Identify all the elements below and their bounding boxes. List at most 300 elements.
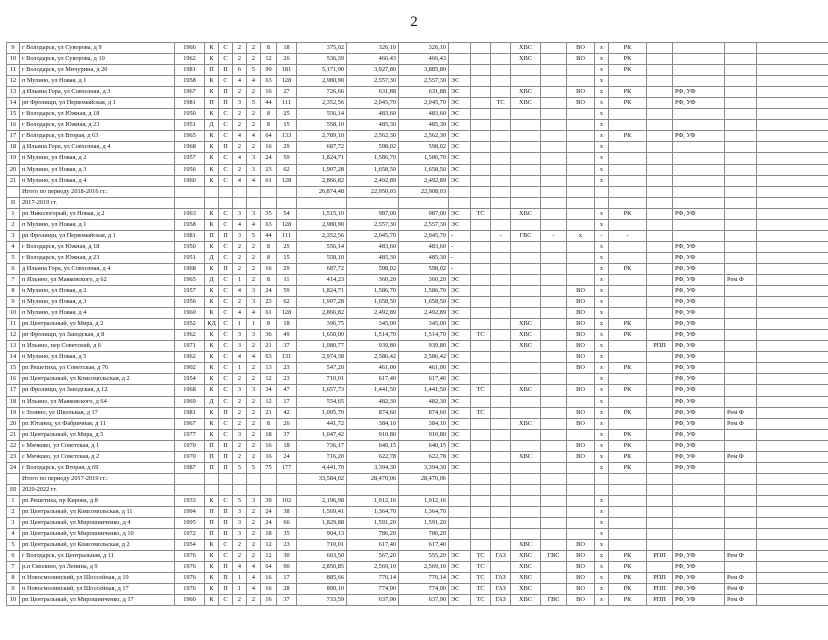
- table-cell: [725, 109, 757, 120]
- table-cell: 14: [7, 98, 20, 109]
- table-cell: рп Центральный, ул Мирошниченко, д 10: [20, 529, 175, 540]
- table-cell: ЭС: [449, 131, 471, 142]
- table-row: [7, 297, 828, 308]
- table-cell: 466,43: [399, 54, 449, 65]
- table-cell: РФ, УФ: [673, 385, 725, 396]
- table-cell: [491, 241, 511, 252]
- table-cell: 2: [233, 440, 247, 451]
- table-cell: [511, 352, 541, 363]
- table-cell: ХВС: [511, 385, 541, 396]
- table-cell: [757, 153, 828, 164]
- table-cell: 111: [277, 98, 297, 109]
- table-cell: 1,657,73: [297, 385, 347, 396]
- table-cell: ЭС: [449, 429, 471, 440]
- table-cell: РК: [609, 584, 647, 595]
- table-cell: 1962: [175, 54, 205, 65]
- table-row: [7, 308, 828, 319]
- table-cell: д Ильина Гора, ул Совхозная, д 4: [20, 142, 175, 153]
- table-cell: П: [205, 230, 219, 241]
- table-cell: 24: [261, 286, 277, 297]
- table-cell: П: [219, 142, 233, 153]
- table-cell: ЭС: [449, 440, 471, 451]
- table-cell: П: [219, 87, 233, 98]
- table-cell: ГВС: [511, 230, 541, 241]
- table-cell: 1,586,70: [399, 153, 449, 164]
- table-cell: ВО: [567, 363, 595, 374]
- table-cell: К: [205, 43, 219, 54]
- table-cell: [757, 330, 828, 341]
- table-cell: [673, 219, 725, 230]
- table-cell: [757, 219, 828, 230]
- table-cell: 3: [233, 518, 247, 529]
- table-cell: [725, 286, 757, 297]
- table-cell: 11: [7, 65, 20, 76]
- table-cell: 12: [261, 54, 277, 65]
- table-cell: П: [205, 65, 219, 76]
- table-row: [7, 76, 828, 87]
- table-cell: [725, 197, 757, 208]
- table-cell: [541, 153, 567, 164]
- table-cell: [511, 473, 541, 484]
- table-cell: РК: [609, 263, 647, 274]
- table-cell: [647, 263, 673, 274]
- table-cell: [491, 407, 511, 418]
- table-cell: 8: [261, 43, 277, 54]
- table-cell: [511, 219, 541, 230]
- table-cell: [233, 473, 247, 484]
- table-cell: [567, 208, 595, 219]
- table-cell: г Володарск, ул Южная, д 18: [20, 109, 175, 120]
- table-cell: 2,789,10: [297, 131, 347, 142]
- table-cell: [471, 495, 491, 506]
- table-cell: [233, 484, 247, 495]
- table-cell: 1969: [175, 396, 205, 407]
- table-cell: [491, 330, 511, 341]
- table-cell: 4: [247, 573, 261, 584]
- table-cell: [449, 54, 471, 65]
- table-cell: [725, 164, 757, 175]
- table-cell: [757, 341, 828, 352]
- table-cell: [725, 506, 757, 517]
- table-cell: РФ, УФ: [673, 352, 725, 363]
- table-row: [7, 54, 828, 65]
- table-cell: ХВС: [511, 451, 541, 462]
- table-cell: 1,829,88: [297, 518, 347, 529]
- table-cell: РПП: [647, 551, 673, 562]
- table-cell: 3: [233, 330, 247, 341]
- table-cell: 63: [261, 219, 277, 230]
- table-cell: ЭС: [449, 219, 471, 230]
- table-cell: [567, 462, 595, 473]
- table-cell: [205, 484, 219, 495]
- table-cell: [471, 374, 491, 385]
- table-cell: [567, 65, 595, 76]
- table-cell: 441,72: [297, 418, 347, 429]
- table-cell: РФ, УФ: [673, 551, 725, 562]
- table-cell: 181: [277, 65, 297, 76]
- table-cell: ТС: [471, 562, 491, 573]
- table-cell: [491, 286, 511, 297]
- table-cell: [541, 396, 567, 407]
- table-cell: [567, 274, 595, 285]
- table-cell: 1977: [175, 429, 205, 440]
- table-cell: [491, 352, 511, 363]
- table-cell: РК: [609, 451, 647, 462]
- table-cell: [541, 142, 567, 153]
- table-cell: [757, 98, 828, 109]
- table-row: [7, 274, 828, 285]
- table-cell: [609, 153, 647, 164]
- table-cell: С: [219, 418, 233, 429]
- table-cell: 5: [247, 462, 261, 473]
- table-cell: 62: [277, 164, 297, 175]
- table-cell: [647, 562, 673, 573]
- table-cell: 4: [247, 562, 261, 573]
- table-cell: [757, 274, 828, 285]
- table-cell: 1950: [175, 241, 205, 252]
- table-cell: 1956: [175, 297, 205, 308]
- table-cell: 3: [247, 208, 261, 219]
- table-cell: 12: [261, 551, 277, 562]
- table-cell: 1,658,50: [399, 297, 449, 308]
- table-cell: [449, 186, 471, 197]
- table-cell: [725, 76, 757, 87]
- table-cell: [725, 473, 757, 484]
- table-cell: РФ, УФ: [673, 274, 725, 285]
- table-cell: 1970: [175, 440, 205, 451]
- table-cell: 9: [7, 297, 20, 308]
- table-cell: ТС: [471, 208, 491, 219]
- table-cell: [541, 131, 567, 142]
- table-cell: 1956: [175, 164, 205, 175]
- table-row: [7, 330, 828, 341]
- page-number: 2: [410, 14, 418, 30]
- table-cell: ЭС: [449, 573, 471, 584]
- table-cell: х: [595, 462, 609, 473]
- table-cell: [277, 473, 297, 484]
- table-cell: 461,00: [347, 363, 399, 374]
- table-cell: [647, 208, 673, 219]
- table-cell: 2,562,30: [399, 131, 449, 142]
- table-cell: 8: [261, 241, 277, 252]
- table-cell: [541, 385, 567, 396]
- table-cell: [647, 462, 673, 473]
- table-cell: 3: [233, 230, 247, 241]
- table-cell: [757, 65, 828, 76]
- table-cell: [757, 76, 828, 87]
- table-cell: [757, 352, 828, 363]
- table-cell: ТС: [491, 98, 511, 109]
- table-cell: 2,045,70: [347, 98, 399, 109]
- table-cell: РК: [609, 462, 647, 473]
- table-cell: 536,39: [297, 54, 347, 65]
- table-cell: [449, 518, 471, 529]
- table-cell: [725, 252, 757, 263]
- table-cell: 59: [277, 153, 297, 164]
- table-cell: 1,912,16: [399, 495, 449, 506]
- table-cell: г Володарск, ул Вторая, д 69: [20, 462, 175, 473]
- table-row: [7, 87, 828, 98]
- table-cell: 90: [277, 562, 297, 573]
- table-cell: ХВС: [511, 87, 541, 98]
- table-cell: х: [595, 297, 609, 308]
- table-cell: [471, 286, 491, 297]
- table-cell: [673, 506, 725, 517]
- table-cell: 17: [7, 385, 20, 396]
- table-cell: 2,557,30: [399, 76, 449, 87]
- table-cell: Д: [205, 120, 219, 131]
- table-cell: [673, 65, 725, 76]
- table-cell: 326,10: [347, 43, 399, 54]
- table-cell: III: [7, 484, 20, 495]
- table-cell: 1958: [175, 76, 205, 87]
- table-cell: К: [205, 131, 219, 142]
- table-cell: [261, 186, 277, 197]
- table-cell: 2,850,85: [297, 562, 347, 573]
- table-cell: [471, 120, 491, 131]
- table-cell: [491, 109, 511, 120]
- table-cell: [647, 131, 673, 142]
- table-cell: [491, 219, 511, 230]
- table-cell: [541, 208, 567, 219]
- table-cell: 35: [277, 529, 297, 540]
- table-cell: [567, 473, 595, 484]
- table-cell: п Мулино, ул Новая, д 1: [20, 76, 175, 87]
- table-cell: РФ, УФ: [673, 407, 725, 418]
- table-row: [7, 473, 828, 484]
- table-cell: [725, 330, 757, 341]
- table-cell: [511, 363, 541, 374]
- table-cell: С: [219, 330, 233, 341]
- table-cell: [541, 164, 567, 175]
- table-cell: ХВС: [511, 562, 541, 573]
- table-cell: РК: [609, 363, 647, 374]
- table-cell: 4: [7, 241, 20, 252]
- table-row: [7, 429, 828, 440]
- table-cell: 770,14: [347, 573, 399, 584]
- table-cell: П: [205, 440, 219, 451]
- table-cell: [647, 142, 673, 153]
- table-cell: [541, 274, 567, 285]
- table-cell: [609, 418, 647, 429]
- table-cell: [449, 540, 471, 551]
- table-cell: К: [205, 540, 219, 551]
- table-cell: 482,30: [399, 396, 449, 407]
- table-cell: П: [219, 506, 233, 517]
- table-cell: 1,824,71: [297, 286, 347, 297]
- table-cell: ГАЗ: [491, 595, 511, 606]
- table-cell: 21: [7, 429, 20, 440]
- table-cell: 2: [233, 418, 247, 429]
- table-cell: 2,196,98: [297, 495, 347, 506]
- table-cell: 2,557,30: [347, 76, 399, 87]
- table-cell: 2,492,89: [399, 308, 449, 319]
- table-cell: ХВС: [511, 208, 541, 219]
- table-cell: [471, 241, 491, 252]
- table-cell: ТС: [471, 551, 491, 562]
- table-cell: 345,00: [347, 319, 399, 330]
- table-cell: 54: [277, 208, 297, 219]
- table-cell: [567, 131, 595, 142]
- table-cell: РК: [609, 562, 647, 573]
- table-cell: [491, 297, 511, 308]
- table-cell: п Мулино, ул Новая, д 3: [20, 297, 175, 308]
- table-cell: 16: [261, 142, 277, 153]
- table-row: [7, 385, 828, 396]
- table-cell: 2: [233, 540, 247, 551]
- table-cell: рп Центральный, ул Мира, д 5: [20, 429, 175, 440]
- table-cell: [757, 385, 828, 396]
- table-cell: [471, 506, 491, 517]
- table-cell: [541, 120, 567, 131]
- table-cell: [725, 462, 757, 473]
- table-cell: [725, 54, 757, 65]
- table-cell: 34: [261, 385, 277, 396]
- table-cell: 1960: [175, 595, 205, 606]
- table-row: [7, 495, 828, 506]
- table-cell: 3: [247, 286, 261, 297]
- table-cell: [647, 484, 673, 495]
- table-cell: [247, 484, 261, 495]
- table-cell: РФ, УФ: [673, 252, 725, 263]
- table-cell: 987,00: [399, 208, 449, 219]
- table-cell: [491, 341, 511, 352]
- table-cell: [757, 396, 828, 407]
- table-cell: [471, 418, 491, 429]
- table-cell: [673, 540, 725, 551]
- table-cell: п Мулино, ул Новая, д 4: [20, 308, 175, 319]
- table-cell: 2,492,89: [347, 175, 399, 186]
- table-cell: [541, 219, 567, 230]
- table-cell: [471, 252, 491, 263]
- table-cell: рп Фролищи, ул Первомайская, д 1: [20, 98, 175, 109]
- table-cell: -: [595, 230, 609, 241]
- table-cell: 874,60: [399, 407, 449, 418]
- table-cell: 1: [233, 584, 247, 595]
- table-cell: 1933: [175, 495, 205, 506]
- table-cell: П: [219, 451, 233, 462]
- table-cell: д Ильина Гора, ул Совхозная, д 4: [20, 263, 175, 274]
- table-cell: 4: [233, 153, 247, 164]
- table-cell: 3: [233, 208, 247, 219]
- table-cell: 622,78: [399, 451, 449, 462]
- table-cell: 483,60: [347, 109, 399, 120]
- table-cell: 102: [277, 495, 297, 506]
- table-cell: 774,00: [399, 584, 449, 595]
- table-row: [7, 396, 828, 407]
- table-cell: 24: [7, 462, 20, 473]
- table-cell: 23: [7, 451, 20, 462]
- table-cell: 8: [261, 109, 277, 120]
- table-cell: 3,927,80: [347, 65, 399, 76]
- table-cell: С: [219, 274, 233, 285]
- table-cell: г Володарск, ул Суворова, д 9: [20, 43, 175, 54]
- table-cell: 24: [261, 518, 277, 529]
- table-cell: [511, 76, 541, 87]
- table-cell: С: [219, 363, 233, 374]
- table-cell: 4: [233, 175, 247, 186]
- table-cell: 7: [7, 562, 20, 573]
- table-cell: г Володарск, ул Суворова, д 10: [20, 54, 175, 65]
- table-cell: -: [449, 252, 471, 263]
- table-cell: РК: [609, 385, 647, 396]
- table-cell: х: [595, 76, 609, 87]
- table-cell: [647, 418, 673, 429]
- table-cell: [757, 440, 828, 451]
- table-cell: [595, 473, 609, 484]
- table-cell: 29: [277, 263, 297, 274]
- table-cell: П: [205, 518, 219, 529]
- table-cell: рп Решетиха, ул Советская, д 76: [20, 363, 175, 374]
- table-cell: [491, 429, 511, 440]
- table-cell: [511, 396, 541, 407]
- table-cell: [647, 319, 673, 330]
- table-cell: 2: [233, 54, 247, 65]
- table-cell: [471, 484, 491, 495]
- table-cell: 598,02: [347, 142, 399, 153]
- table-cell: 2: [247, 109, 261, 120]
- table-cell: [541, 186, 567, 197]
- table-cell: [511, 529, 541, 540]
- table-cell: [757, 230, 828, 241]
- table-cell: [647, 175, 673, 186]
- table-cell: [725, 396, 757, 407]
- table-cell: РК: [609, 208, 647, 219]
- table-cell: [471, 540, 491, 551]
- table-cell: [725, 241, 757, 252]
- table-cell: [673, 197, 725, 208]
- table-cell: ЭС: [449, 418, 471, 429]
- table-cell: 21: [261, 407, 277, 418]
- table-cell: 5: [7, 252, 20, 263]
- table-cell: ХВС: [511, 418, 541, 429]
- table-cell: [471, 297, 491, 308]
- table-cell: х: [567, 230, 595, 241]
- table-cell: 16: [261, 451, 277, 462]
- table-cell: 1,080,77: [297, 341, 347, 352]
- table-cell: 18: [277, 440, 297, 451]
- table-cell: 26: [277, 418, 297, 429]
- table-cell: х: [595, 385, 609, 396]
- table-row: [7, 418, 828, 429]
- table-cell: РК: [609, 573, 647, 584]
- table-cell: х: [595, 551, 609, 562]
- table-cell: [491, 65, 511, 76]
- table-cell: [491, 495, 511, 506]
- table-cell: РФ, УФ: [673, 263, 725, 274]
- table-cell: [541, 330, 567, 341]
- table-cell: [647, 473, 673, 484]
- table-cell: [609, 219, 647, 230]
- table-cell: К: [205, 142, 219, 153]
- table-cell: 2: [247, 518, 261, 529]
- table-cell: п Мулино, ул Новая, д 2: [20, 153, 175, 164]
- table-cell: 64: [261, 131, 277, 142]
- table-cell: РФ, УФ: [673, 462, 725, 473]
- table-cell: Рем Ф: [725, 418, 757, 429]
- table-cell: -: [449, 230, 471, 241]
- table-cell: 25: [277, 109, 297, 120]
- table-cell: РФ, УФ: [673, 308, 725, 319]
- table-cell: ВО: [567, 584, 595, 595]
- table-cell: п Мулино, ул Новая, д 4: [20, 175, 175, 186]
- table-cell: [541, 54, 567, 65]
- table-cell: ВО: [567, 451, 595, 462]
- table-cell: 1: [7, 495, 20, 506]
- table-cell: 1966: [175, 43, 205, 54]
- table-cell: [725, 341, 757, 352]
- table-cell: х: [595, 252, 609, 263]
